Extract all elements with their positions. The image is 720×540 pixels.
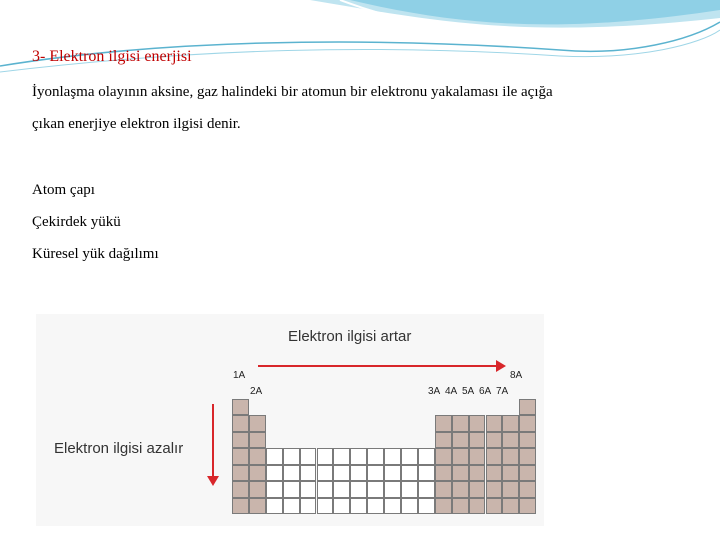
table-cell — [469, 481, 486, 498]
table-cell — [486, 481, 503, 498]
vertical-trend-label: Elektron ilgisi azalır — [54, 440, 184, 457]
table-cell — [317, 481, 334, 498]
table-cell — [502, 465, 519, 482]
table-cell — [232, 448, 249, 465]
table-cell — [232, 465, 249, 482]
table-cell — [266, 481, 283, 498]
table-cell — [469, 432, 486, 449]
table-cell — [502, 415, 519, 432]
definition-line-2: çıkan enerjiye elektron ilgisi denir. — [32, 116, 241, 132]
group-label-1a: 1A — [233, 370, 246, 381]
table-cell — [249, 465, 266, 482]
group-label-8a: 8A — [510, 370, 523, 381]
table-cell — [435, 481, 452, 498]
table-cell — [333, 448, 350, 465]
table-cell — [350, 498, 367, 515]
table-cell — [486, 465, 503, 482]
table-cell — [519, 432, 536, 449]
group-label-4a: 4A — [445, 386, 458, 397]
table-cell — [435, 465, 452, 482]
periodic-table-figure — [36, 314, 544, 526]
table-cell — [266, 498, 283, 515]
table-cell — [469, 465, 486, 482]
table-cell — [384, 498, 401, 515]
table-cell — [519, 399, 536, 416]
table-cell — [333, 498, 350, 515]
periodic-table-grid — [36, 314, 544, 526]
table-cell — [266, 448, 283, 465]
factor-atom-radius: Atom çapı — [32, 182, 95, 198]
header-wave-decoration — [0, 0, 720, 80]
table-cell — [401, 498, 418, 515]
table-cell — [452, 481, 469, 498]
table-cell — [418, 481, 435, 498]
table-cell — [350, 481, 367, 498]
group-label-3a: 3A — [428, 386, 441, 397]
table-cell — [333, 481, 350, 498]
table-cell — [232, 498, 249, 515]
table-cell — [401, 448, 418, 465]
table-cell — [435, 498, 452, 515]
table-cell — [469, 498, 486, 515]
table-cell — [435, 448, 452, 465]
table-cell — [502, 498, 519, 515]
table-cell — [367, 448, 384, 465]
slide-title: 3- Elektron ilgisi enerjisi — [32, 48, 192, 65]
table-cell — [452, 448, 469, 465]
table-cell — [469, 448, 486, 465]
table-cell — [502, 432, 519, 449]
table-cell — [384, 465, 401, 482]
table-cell — [435, 415, 452, 432]
table-cell — [519, 481, 536, 498]
table-cell — [502, 481, 519, 498]
table-cell — [367, 465, 384, 482]
factor-nuclear-charge: Çekirdek yükü — [32, 214, 121, 230]
table-cell — [519, 465, 536, 482]
table-cell — [350, 448, 367, 465]
table-cell — [283, 498, 300, 515]
table-cell — [418, 465, 435, 482]
table-cell — [486, 432, 503, 449]
group-label-6a: 6A — [479, 386, 492, 397]
table-cell — [266, 465, 283, 482]
table-cell — [283, 481, 300, 498]
table-cell — [232, 415, 249, 432]
definition-line-1: İyonlaşma olayının aksine, gaz halindeki bir atomun bir elektronu yakalaması ile açığa — [32, 84, 553, 100]
table-cell — [469, 415, 486, 432]
table-cell — [317, 448, 334, 465]
table-cell — [300, 481, 317, 498]
table-cell — [232, 399, 249, 416]
table-cell — [418, 448, 435, 465]
table-cell — [435, 432, 452, 449]
table-cell — [418, 498, 435, 515]
horizontal-trend-label: Elektron ilgisi artar — [288, 328, 412, 345]
group-label-5a: 5A — [462, 386, 475, 397]
table-cell — [300, 465, 317, 482]
table-cell — [452, 465, 469, 482]
table-cell — [300, 448, 317, 465]
table-cell — [452, 432, 469, 449]
group-label-7a: 7A — [496, 386, 509, 397]
table-cell — [401, 481, 418, 498]
table-cell — [283, 448, 300, 465]
table-cell — [317, 498, 334, 515]
table-cell — [249, 432, 266, 449]
table-cell — [232, 432, 249, 449]
table-cell — [249, 415, 266, 432]
table-cell — [486, 415, 503, 432]
table-cell — [249, 498, 266, 515]
table-cell — [384, 448, 401, 465]
table-cell — [232, 481, 249, 498]
table-cell — [519, 448, 536, 465]
table-cell — [333, 465, 350, 482]
table-cell — [283, 465, 300, 482]
table-cell — [519, 498, 536, 515]
factor-charge-distribution: Küresel yük dağılımı — [32, 246, 159, 262]
table-cell — [350, 465, 367, 482]
table-cell — [249, 448, 266, 465]
table-cell — [486, 448, 503, 465]
table-cell — [486, 498, 503, 515]
table-cell — [519, 415, 536, 432]
group-label-2a: 2A — [250, 386, 263, 397]
table-cell — [300, 498, 317, 515]
table-cell — [502, 448, 519, 465]
table-cell — [367, 481, 384, 498]
table-cell — [384, 481, 401, 498]
table-cell — [367, 498, 384, 515]
table-cell — [249, 481, 266, 498]
table-cell — [452, 498, 469, 515]
table-cell — [401, 465, 418, 482]
table-cell — [452, 415, 469, 432]
table-cell — [317, 465, 334, 482]
